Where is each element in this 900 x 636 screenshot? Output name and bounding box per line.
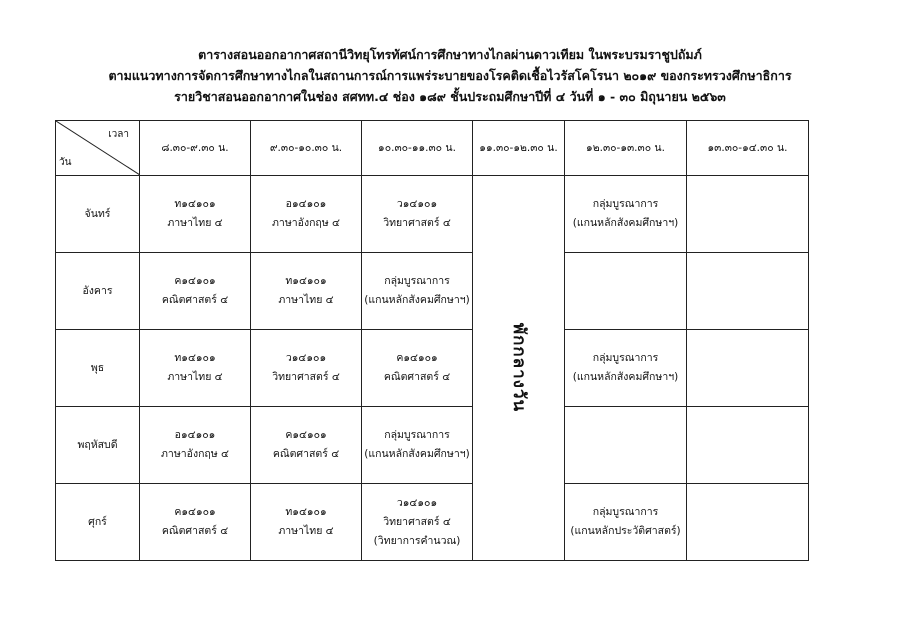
cell-line: ภาษาไทย ๔ <box>278 525 334 537</box>
class-cell <box>251 484 362 561</box>
empty-cell <box>687 484 809 561</box>
cell-line: ภาษาไทย ๔ <box>278 294 334 306</box>
cell-line: ท๑๔๑๐๑ <box>174 352 216 364</box>
cell-line: กลุ่มบูรณาการ <box>592 506 659 518</box>
cell-line: วิทยาศาสตร์ ๔ <box>383 217 451 229</box>
cell-line: ว๑๔๑๐๑ <box>396 198 438 210</box>
empty-cell <box>565 407 687 484</box>
class-cell <box>251 253 362 330</box>
cell-line: ภาษาไทย ๔ <box>167 371 223 383</box>
day-cell: จันทร์ <box>56 176 140 253</box>
class-cell <box>362 484 473 561</box>
slot-header: ๑๑.๓๐-๑๒.๓๐ น. <box>473 121 565 176</box>
class-cell <box>362 253 473 330</box>
cell-line: กลุ่มบูรณาการ <box>592 352 659 364</box>
corner-cell <box>56 121 140 176</box>
cell-line: ภาษาอังกฤษ ๔ <box>272 217 340 229</box>
class-cell <box>140 407 251 484</box>
slot-header: ๑๐.๓๐-๑๑.๓๐ น. <box>362 121 473 176</box>
cell-line: กลุ่มบูรณาการ <box>384 429 450 441</box>
cell-line: ว๑๔๑๐๑ <box>285 352 327 364</box>
cell-line: ค๑๔๑๐๑ <box>174 506 216 518</box>
class-cell <box>565 484 687 561</box>
empty-cell <box>565 253 687 330</box>
document-title <box>0 44 900 107</box>
cell-line: ว๑๔๑๐๑ <box>396 496 438 509</box>
day-cell: ศุกร์ <box>56 484 140 561</box>
empty-cell <box>687 176 809 253</box>
cell-line: วิทยาศาสตร์ ๔ <box>272 371 340 383</box>
slot-header: ๑๓.๓๐-๑๔.๓๐ น. <box>687 121 809 176</box>
cell-line: (วิทยาการคำนวณ) <box>373 534 461 547</box>
class-cell <box>362 330 473 407</box>
class-cell <box>362 176 473 253</box>
day-cell: พฤหัสบดี <box>56 407 140 484</box>
cell-line: ภาษาอังกฤษ ๔ <box>161 448 229 460</box>
lunch-label: พักกลางวัน <box>508 322 529 412</box>
cell-line: (แกนหลักสังคมศึกษาฯ) <box>364 294 470 306</box>
cell-line: วิทยาศาสตร์ ๔ <box>383 515 451 528</box>
cell-line: (แกนหลักสังคมศึกษาฯ) <box>364 448 470 460</box>
cell-line: อ๑๔๑๐๑ <box>285 198 327 210</box>
empty-cell <box>687 253 809 330</box>
cell-line: (แกนหลักสังคมศึกษาฯ) <box>572 371 679 383</box>
empty-cell <box>687 407 809 484</box>
cell-line: กลุ่มบูรณาการ <box>592 198 659 210</box>
class-cell <box>251 330 362 407</box>
cell-line: คณิตศาสตร์ ๔ <box>272 448 340 460</box>
class-cell <box>251 176 362 253</box>
cell-line: คณิตศาสตร์ ๔ <box>383 371 451 383</box>
table-row <box>56 176 809 253</box>
cell-line: (แกนหลักสังคมศึกษาฯ) <box>572 217 679 229</box>
time-label: เวลา <box>108 129 129 140</box>
cell-line: ท๑๔๑๐๑ <box>285 275 327 287</box>
title-line-1: ตารางสอนออกอากาศสถานีวิทยุโทรทัศน์การศึกษาทางไกลผ่านดาวเทียม ในพระบรมราชูปถัมภ์ <box>198 47 702 62</box>
class-cell <box>565 330 687 407</box>
schedule-table <box>55 120 809 561</box>
slot-header: ๙.๓๐-๑๐.๓๐ น. <box>251 121 362 176</box>
class-cell <box>140 176 251 253</box>
cell-line: (แกนหลักประวัติศาสตร์) <box>570 525 681 537</box>
cell-line: ท๑๔๑๐๑ <box>174 198 216 210</box>
table-row <box>56 407 809 484</box>
table-row <box>56 484 809 561</box>
cell-line: คณิตศาสตร์ ๔ <box>161 525 229 537</box>
class-cell <box>565 176 687 253</box>
table-row <box>56 330 809 407</box>
slot-header: ๑๒.๓๐-๑๓.๓๐ น. <box>565 121 687 176</box>
empty-cell <box>687 330 809 407</box>
class-cell <box>140 253 251 330</box>
class-cell <box>362 407 473 484</box>
cell-line: คณิตศาสตร์ ๔ <box>161 294 229 306</box>
table-row <box>56 253 809 330</box>
cell-line: ท๑๔๑๐๑ <box>285 506 327 518</box>
cell-line: ภาษาไทย ๔ <box>167 217 223 229</box>
slot-header: ๘.๓๐-๙.๓๐ น. <box>140 121 251 176</box>
class-cell <box>140 484 251 561</box>
class-cell <box>140 330 251 407</box>
cell-line: ค๑๔๑๐๑ <box>285 429 327 441</box>
class-cell <box>251 407 362 484</box>
day-cell: อังคาร <box>56 253 140 330</box>
title-line-3: รายวิชาสอนออกอากาศในช่อง สศทท.๔ ช่อง ๑๘๙ ชั้นประถมศึกษาปีที่ ๔ วันที่ ๑ - ๓๐ มิถุนายน ๒๕๖๓ <box>174 89 726 104</box>
cell-line: ค๑๔๑๐๑ <box>174 275 216 287</box>
cell-line: กลุ่มบูรณาการ <box>384 275 450 287</box>
header-row <box>56 121 809 176</box>
lunch-cell <box>473 176 565 561</box>
cell-line: อ๑๔๑๐๑ <box>174 429 216 441</box>
title-line-2: ตามแนวทางการจัดการศึกษาทางไกลในสถานการณ์การแพร่ระบายของโรคติดเชื้อไวรัสโคโรนา ๒๐๑๙ ของกระทรวงศึกษาธิการ <box>108 68 792 83</box>
day-label: วัน <box>59 157 72 168</box>
cell-line: ค๑๔๑๐๑ <box>396 352 438 364</box>
day-cell: พุธ <box>56 330 140 407</box>
